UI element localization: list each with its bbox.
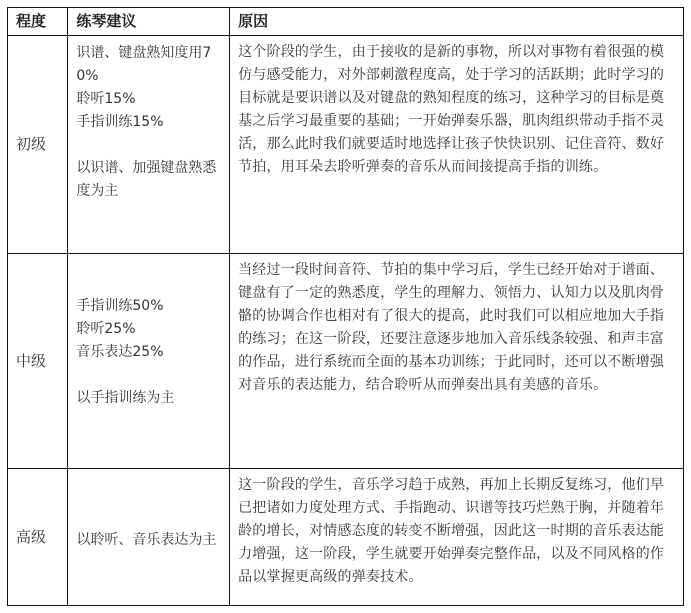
advice-line: 手指训练15% (76, 114, 164, 130)
advice-line: 音乐表达25% (76, 344, 164, 360)
header-row (8, 8, 684, 36)
advice-spacer (76, 410, 221, 433)
piano-practice-table (7, 7, 684, 606)
header-advice: 练琴建议 (68, 8, 230, 36)
advice-line: 0% (76, 68, 99, 84)
reason-cell: 这个阶段的学生，由于接收的是新的事物，所以对事物有着很强的模仿与感受能力，对外部刺激程度高，处于学习的活跃期；此时学习的目标就是要识谱以及对键盘的熟知程度的练习，这种学习的目标是奠基之后学习最重要的基础；一开始弹奏乐器，肌肉组织带动手指不灵活，那么此时我们就要适时地选择让孩子快快识别、记住音符、数好节拍，用耳朵去聆听弹奏的音乐从而间接提高手指的训练。 (230, 36, 684, 254)
advice-cell (68, 254, 230, 469)
table-row-beginner (8, 36, 684, 254)
reason-cell: 这一阶段的学生，音乐学习趋于成熟，再加上长期反复练习，他们早已把诸如力度处理方式、手指跑动、识谱等技巧烂熟于胸，并随着年龄的增长，对情感态度的转变不断增强，因此这一时期的音乐表达能力增强，这一阶段，学生就要开始弹奏完整作品，以及不同风格的作品以掌握更高级的弹奏技术。 (230, 469, 684, 606)
header-reason: 原因 (230, 8, 684, 36)
advice-line (76, 364, 221, 387)
advice-line: 以识谱、加强键盘熟悉 (76, 160, 217, 176)
level-cell: 初级 (8, 36, 68, 254)
advice-line: 以聆听、音乐表达为主 (76, 531, 217, 548)
advice-cell (68, 469, 230, 606)
advice-line: 以手指训练为主 (76, 390, 175, 406)
advice-line (76, 134, 221, 157)
advice-line: 聆听15% (76, 91, 136, 107)
header-level: 程度 (8, 8, 68, 36)
table-row-intermediate (8, 254, 684, 469)
advice-line: 手指训练50% (76, 298, 164, 314)
reason-cell: 当经过一段时间音符、节拍的集中学习后，学生已经开始对于谱面、键盘有了一定的熟悉度，学生的理解力、领悟力、认知力以及肌肉骨骼的协调合作也相对有了很大的提高，此时我们可以相应地加大手指的练习；在这一阶段，还要注意逐步地加入音乐线条较强、和声丰富的作品，进行系统而全面的基本功训练；于此同时，还可以不断增强对音乐的表达能力，结合聆听从而弹奏出具有美感的音乐。 (230, 254, 684, 469)
advice-line: 聆听25% (76, 321, 136, 337)
advice-line: 识谱、键盘熟知度用7 (76, 45, 212, 61)
table-row-advanced (8, 469, 684, 606)
level-cell: 中级 (8, 254, 68, 469)
level-cell: 高级 (8, 469, 68, 606)
advice-cell (68, 36, 230, 254)
advice-line: 度为主 (76, 183, 119, 199)
